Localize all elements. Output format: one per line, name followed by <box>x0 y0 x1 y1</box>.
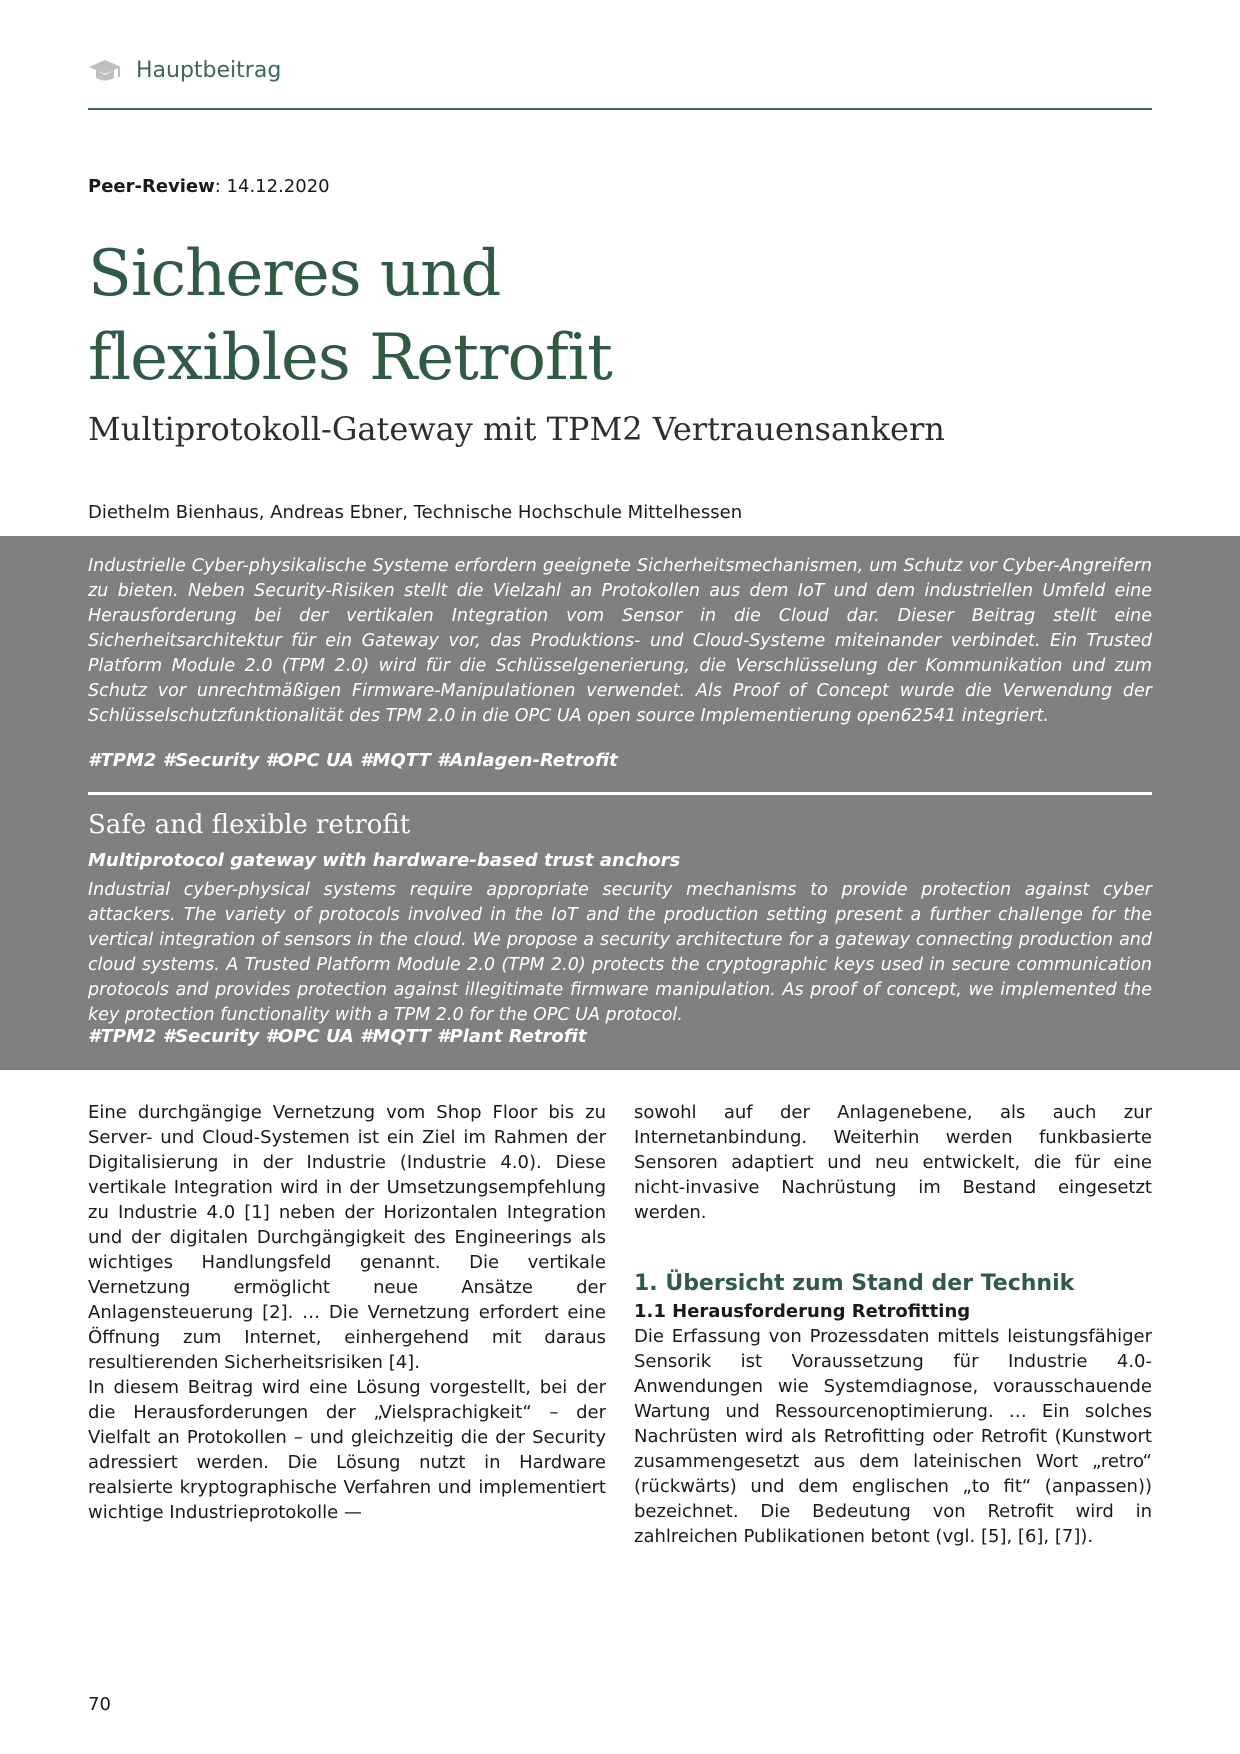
page-number: 70 <box>88 1694 111 1715</box>
subsection-heading: 1.1 Herausforderung Retrofitting <box>634 1301 971 1322</box>
section-label: Hauptbeitrag <box>136 58 282 83</box>
page-header <box>88 52 1152 110</box>
abstract-divider <box>88 792 1152 795</box>
peer-review-line <box>88 176 330 197</box>
graduation-cap-icon <box>88 56 122 86</box>
abstract-en-title: Safe and flexible retrofit <box>88 810 411 840</box>
body-paragraph: In diesem Beitrag wird eine Lösung vorgestellt, bei der die Herausforderungen der „Vielsprachigkeit“ – der Vielfalt an Protokollen – und gleichzeitig die der Security adressiert werden. Die Lösung nutzt in Hardware realsierte kryptographische Verfahren und implementiert wichtige Industrieprotokolle — <box>88 1377 606 1523</box>
keywords-de: #TPM2 #Security #OPC UA #MQTT #Anlagen-Retrofit <box>88 750 618 771</box>
body-column-left <box>88 1100 606 1525</box>
body-column-right <box>634 1100 1152 1549</box>
authors-line: Diethelm Bienhaus, Andreas Ebner, Technische Hochschule Mittelhessen <box>88 502 743 523</box>
body-paragraph: Eine durchgängige Vernetzung vom Shop Floor bis zu Server- und Cloud-Systemen ist ein Ziel im Rahmen der Digitalisierung in der Industrie (Industrie 4.0). Diese vertikale Integration wird in der Umsetzungsempfehlung zu Industrie 4.0 [1] neben der Horizontalen Integration und der digitalen Durchgängigkeit des Engineerings als wichtiges Handlungsfeld genannt. Die vertikale Vernetzung ermöglicht neue Ansätze der Anlagensteuerung [2]. … Die Vernetzung erfordert eine Öffnung zum Internet, einhergehend mit daraus resultierenden Sicherheitsrisiken [4]. <box>88 1102 606 1373</box>
body-paragraph: Die Erfassung von Prozessdaten mittels leistungsfähiger Sensorik ist Voraussetzung für Industrie 4.0-Anwendungen wie Systemdiagnose, vorausschauende Wartung und Ressourcenoptimierung. … Ein solches Nachrüsten wird als Retrofitting oder Retrofit (Kunstwort zusammengesetzt aus dem lateinischen Wort „retro“ (rückwärts) und dem englischen „to fit“ (anpassen)) bezeichnet. Die Bedeutung von Retrofit wird in zahlreichen Publikationen betont (vgl. [5], [6], [7]). <box>634 1326 1152 1547</box>
keywords-en: #TPM2 #Security #OPC UA #MQTT #Plant Retrofit <box>88 1026 587 1047</box>
abstract-en-text: Industrial cyber-physical systems require appropriate security mechanisms to provide protection against cyber attackers. The variety of protocols involved in the IoT and the production setting present a further challenge for the vertical integration of sensors in the cloud. We propose a security architecture for a gateway connecting production and cloud systems. A Trusted Platform Module 2.0 (TPM 2.0) protects the cryptographic keys used in secure communication protocols and provides protection against illegitimate firmware manipulation. As proof of concept, we implemented the key protection functionality with a TPM 2.0 for the OPC UA protocol. <box>88 880 1152 1025</box>
peer-review-date: : 14.12.2020 <box>214 176 330 197</box>
article-title-line2: flexibles Retrofit <box>88 321 612 395</box>
body-paragraph: sowohl auf der Anlagenebene, als auch zur Internetanbindung. Weiterhin werden funkbasierte Sensoren adaptiert und neu entwickelt, die für eine nicht-invasive Nachrüstung im Bestand eingesetzt werden. <box>634 1102 1152 1223</box>
abstract-box <box>0 536 1240 1070</box>
article-title-line1: Sicheres und <box>88 237 501 311</box>
peer-review-label: Peer-Review <box>88 176 215 197</box>
article-subtitle: Multiprotokoll-Gateway mit TPM2 Vertrauensankern <box>88 410 945 448</box>
abstract-de-text: Industrielle Cyber-physikalische Systeme erfordern geeignete Sicherheitsmechanismen, um Schutz vor Cyber-Angreifern zu bieten. Neben Security-Risiken stellt die Vielzahl an Protokollen aus dem IoT und dem industriellen Umfeld eine Herausforderung bei der vertikalen Integration vom Sensor in die Cloud dar. Dieser Beitrag stellt eine Sicherheitsarchitektur für ein Gateway vor, das Produktions- und Cloud-Systeme miteinander verbindet. Ein Trusted Platform Module 2.0 (TPM 2.0) wird für die Schlüsselgenerierung, die Verschlüsselung der Kommunikation und zum Schutz vor unrechtmäßigen Firmware-Manipulationen verwendet. Als Proof of Concept wurde die Verwendung der Schlüsselschutzfunktionalität des TPM 2.0 in die OPC UA open source Implementierung open62541 integriert. <box>88 556 1152 726</box>
article-title <box>88 232 888 400</box>
abstract-en-subtitle: Multiprotocol gateway with hardware-based trust anchors <box>88 850 681 871</box>
section-heading: 1. Übersicht zum Stand der Technik <box>634 1271 1075 1296</box>
